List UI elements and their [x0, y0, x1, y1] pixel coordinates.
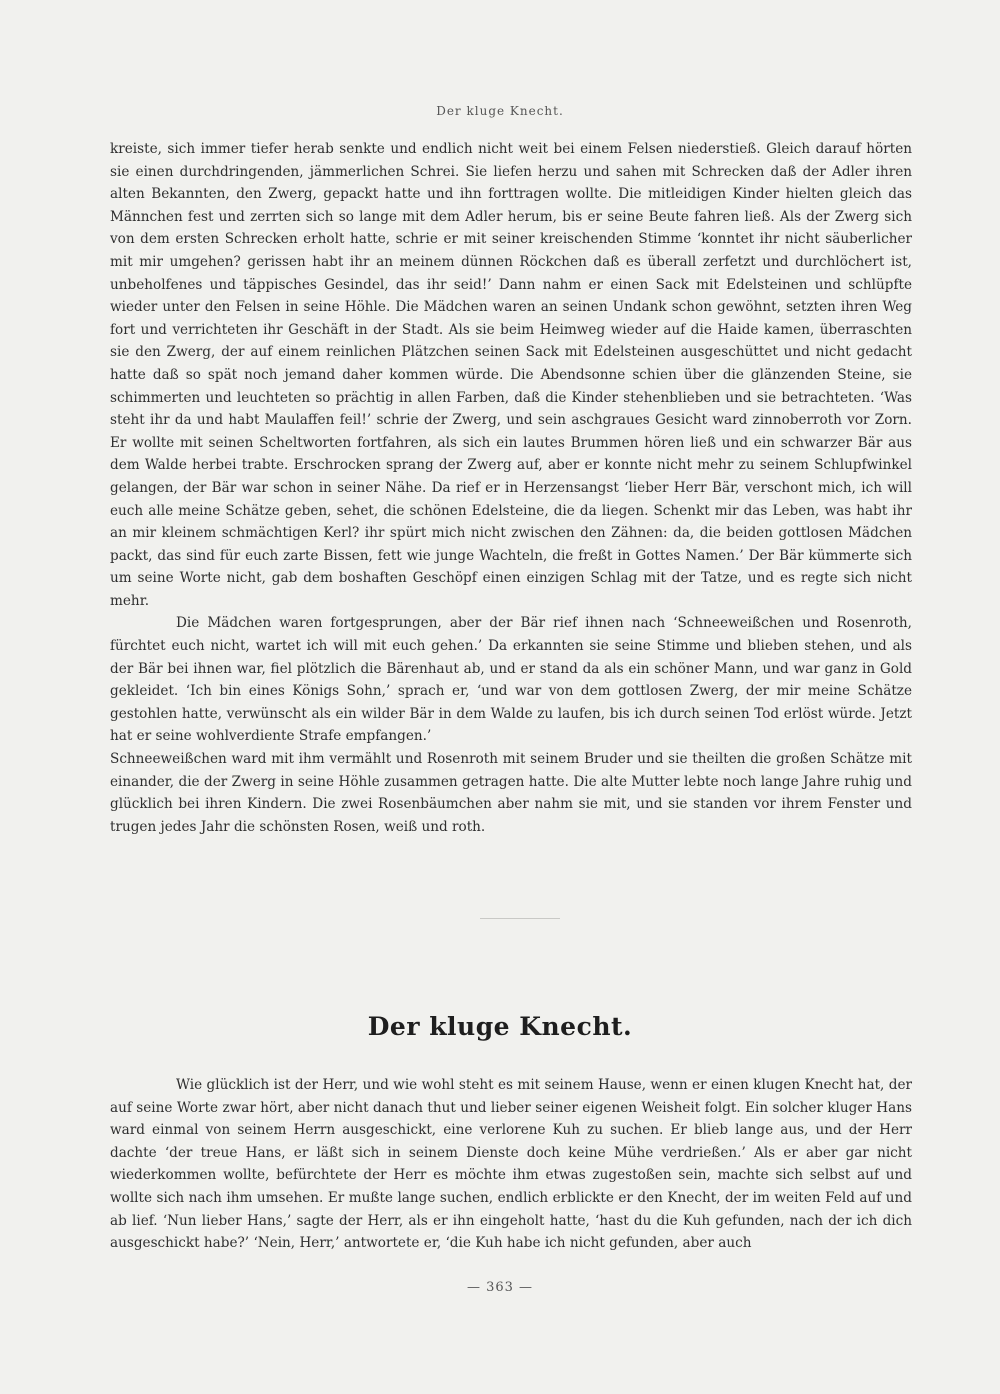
paragraph: kreiste, sich immer tiefer herab senkte und endlich nicht weit bei einem Felsen niederstieß. Gleich darauf hörten sie einen durchdringenden, jämmerlichen Schrei. Sie liefen herzu und sahen mit Schrecken daß der Adler ihren alten Bekannten, den Zwerg, gepackt hatte und ihn forttragen wollte. Die mitleidigen Kinder hielten gleich das Männchen fest und zerrten sich so lange mit dem Adler herum, bis er seine Beute fahren ließ. Als der Zwerg sich von dem ersten Schrecken erholt hatte, schrie er mit seiner kreischenden Stimme ‘konntet ihr nicht säuberlicher mit mir umgehen? gerissen habt ihr an meinem dünnen Röckchen daß es überall zerfetzt und durchlöchert ist, unbeholfenes und täppisches Gesindel, das ihr seid!’ Dann nahm er einen Sack mit Edelsteinen und schlüpfte wieder unter den Felsen in seine Höhle. Die Mädchen waren an seinen Undank schon gewöhnt, setzten ihren Weg fort und verrichteten ihr Geschäft in der Stadt. Als sie beim Heimweg wieder auf die Haide kamen, überraschten sie den Zwerg, der auf einem reinlichen Plätzchen seinen Sack mit Edelsteinen ausgeschüttet und nicht gedacht hatte daß so spät noch jemand daher kommen würde. Die Abendsonne schien über die glänzenden Steine, sie schimmerten und leuchteten so prächtig in allen Farben, daß die Kinder stehenblieben und sie betrachteten. ‘Was steht ihr da und habt Maulaffen feil!’ schrie der Zwerg, und sein aschgraues Gesicht ward zinnoberroth vor Zorn. Er wollte mit seinen Scheltworten fortfahren, als sich ein lautes Brummen hören ließ und ein schwarzer Bär aus dem Walde herbei trabte. Erschrocken sprang der Zwerg auf, aber er konnte nicht mehr zu seinem Schlupfwinkel gelangen, der Bär war schon in seiner Nähe. Da rief er in Herzensangst ‘lieber Herr Bär, verschont mich, ich will euch alle meine Schätze geben, sehet, die schönen Edelsteine, die da liegen. Schenkt mir das Leben, was habt ihr an mir kleinem schmächtigen Kerl? ihr spürt mich nicht zwischen den Zähnen: da, die beiden gottlosen Mädchen packt, das sind für euch zarte Bissen, fett wie junge Wachteln, die freßt in Gottes Namen.’ Der Bär kümmerte sich um seine Worte nicht, gab dem boshaften Geschöpf einen einzigen Schlag mit der Tatze, und es regte sich nicht mehr.	[110, 141, 912, 609]
paragraph: Schneeweißchen ward mit ihm vermählt und Rosenroth mit seinem Bruder und sie theilten die großen Schätze mit einander, die der Zwerg in seine Höhle zusammen getragen hatte. Die alte Mutter lebte noch lange Jahre ruhig und glücklich bei ihren Kindern. Die zwei Rosenbäumchen aber nahm sie mit, und sie standen vor ihrem Fenster und trugen jedes Jahr die schönsten Rosen, weiß und roth.	[110, 751, 912, 835]
section-divider	[480, 918, 560, 919]
previous-story-text	[110, 138, 912, 838]
story-title: Der kluge Knecht.	[367, 1012, 633, 1041]
story-text	[110, 1074, 912, 1255]
page-number: — 363 —	[466, 1280, 534, 1295]
paragraph: Wie glücklich ist der Herr, und wie wohl steht es mit seinem Hause, wenn er einen klugen Knecht hat, der auf seine Worte zwar hört, aber nicht danach thut und lieber seiner eigenen Weisheit folgt. Ein solcher kluger Hans ward einmal von seinem Herrn ausgeschickt, eine verlorene Kuh zu suchen. Er blieb lange aus, und der Herr dachte ‘der treue Hans, er läßt sich in seinem Dienste doch keine Mühe verdrießen.’ Als er aber gar nicht wiederkommen wollte, befürchtete der Herr es möchte ihm etwas zugestoßen sein, machte sich selbst auf und wollte sich nach ihm umsehen. Er mußte lange suchen, endlich erblickte er den Knecht, der im weiten Feld auf und ab lief. ‘Nun lieber Hans,’ sagte der Herr, als er ihn eingeholt hatte, ‘hast du die Kuh gefunden, nach der ich dich ausgeschickt habe?’ ‘Nein, Herr,’ antwortete er, ‘die Kuh habe ich nicht gefunden, aber auch	[110, 1077, 912, 1252]
paragraph: Die Mädchen waren fortgesprungen, aber der Bär rief ihnen nach ‘Schneeweißchen und Rosenroth, fürchtet euch nicht, wartet ich will mit euch gehen.’ Da erkannten sie seine Stimme und blieben stehen, und als der Bär bei ihnen war, fiel plötzlich die Bärenhaut ab, und er stand da als ein schöner Mann, und war ganz in Gold gekleidet. ‘Ich bin eines Königs Sohn,’ sprach er, ‘und war von dem gottlosen Zwerg, der mir meine Schätze gestohlen hatte, verwünscht als ein wilder Bär in dem Walde zu laufen, bis ich durch seinen Tod erlöst würde. Jetzt hat er seine wohlverdiente Strafe empfangen.’	[110, 615, 912, 745]
running-head: Der kluge Knecht.	[436, 104, 564, 118]
